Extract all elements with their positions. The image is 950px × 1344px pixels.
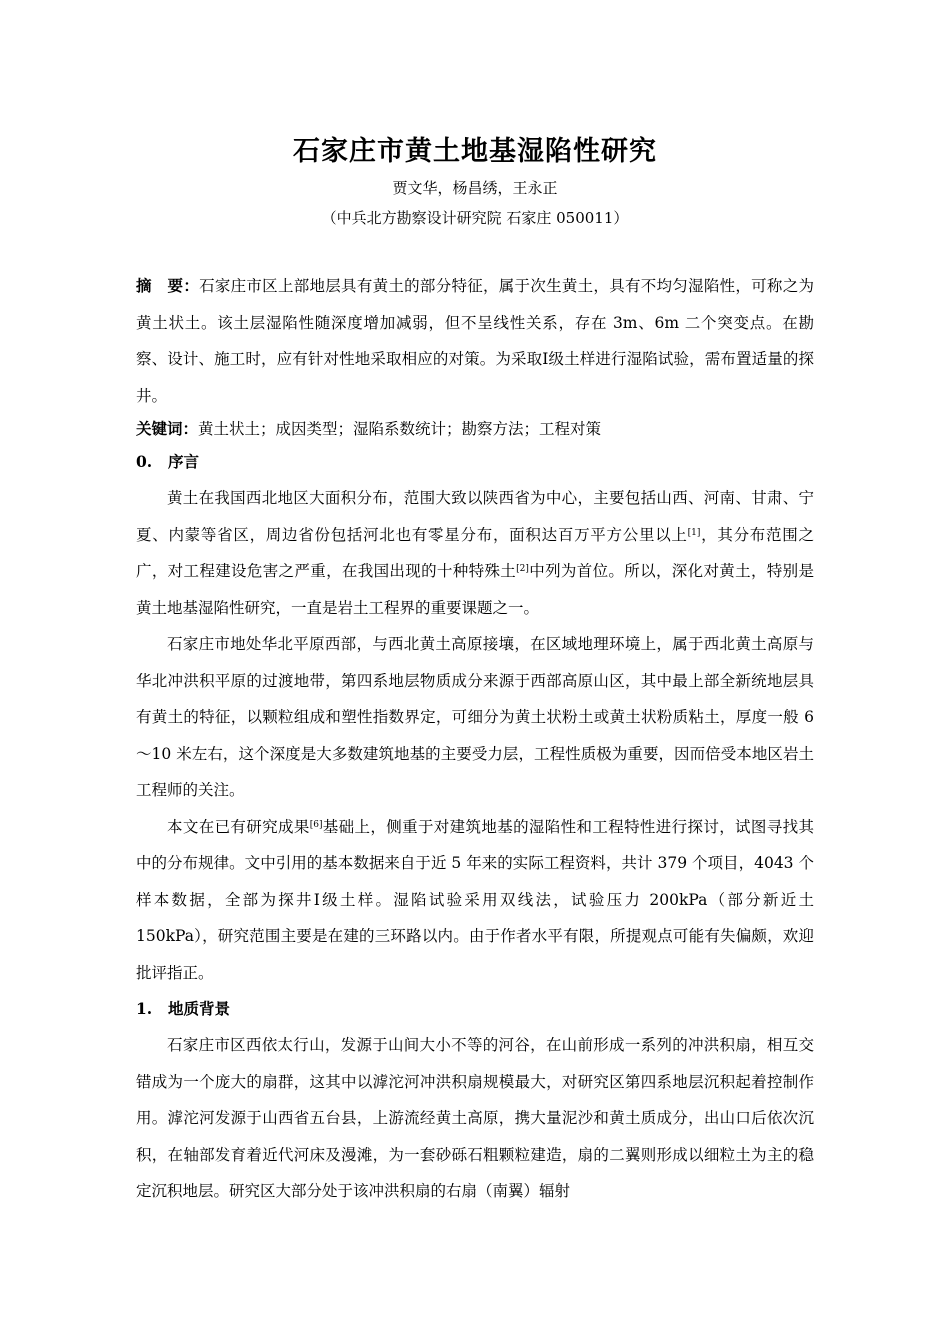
paper-title: 石家庄市黄土地基湿陷性研究 (293, 136, 657, 167)
keywords-label: 关键词： (136, 419, 199, 438)
abstract (136, 268, 814, 414)
intro-paragraph-2: 石家庄市地处华北平原西部，与西北黄土高原接壤，在区域地理环境上，属于西北黄土高原与华北冲洪积平原的过渡地带，第四系地层物质成分来源于西部高原山区，其中最上部全新统地层具有黄土的特征，以颗粒组成和塑性指数界定，可细分为黄土状粉土或黄土状粉质粘土，厚度一般 6～10 米左右，这个深度是大多数建筑地基的主要受力层，工程性质极为重要，因而倍受本地区岩土工程师的关注。 (136, 635, 814, 799)
abstract-text: 石家庄市区上部地层具有黄土的部分特征，属于次生黄土，具有不均匀湿陷性，可称之为黄土状土。该土层湿陷性随深度增加减弱，但不呈线性关系，存在 3m、6m 二个突变点。在勘察、设计、施工时，应有针对性地采取相应的对策。为采取Ⅰ级土样进行湿陷试验，需布置适量的探井。 (136, 277, 814, 405)
section-heading-0 (136, 444, 814, 480)
paragraph-text: ，其分布范围之广，对工程建设危害之严重，在我国出现的十种特殊土 (136, 525, 814, 580)
section-number: 0. (136, 452, 153, 471)
paragraph-text: 基础上，侧重于对建筑地基的湿陷性和工程特性进行探讨，试图寻找其中的分布规律。文中引用的基本数据来自于近 5 年来的实际工程资料，共计 379 个项目，4043 个样本数据，全部为探井Ⅰ级土样。湿陷试验采用双线法，试验压力 200kPa（部分新近土 150kPa），研究范围主要是在建的三环路以内。由于作者水平有限，所提观点可能有失偏颇，欢迎批评指正。 (136, 817, 814, 982)
intro-paragraph-3 (136, 809, 814, 992)
paragraph-text: 本文在已有研究成果 (167, 817, 310, 836)
section-heading-1 (136, 991, 814, 1027)
keywords-text: 黄土状土；成因类型；湿陷系数统计；勘察方法；工程对策 (198, 420, 602, 438)
citation-ref[interactable]: [2] (516, 564, 529, 574)
section-title: 序言 (168, 452, 200, 471)
section-number: 1. (136, 999, 153, 1018)
section-title: 地质背景 (168, 999, 231, 1018)
paragraph-text: 中列为首位。所以，深化对黄土，特别是黄土地基湿陷性研究，一直是岩土工程界的重要课题之一。 (136, 562, 814, 617)
citation-ref[interactable]: [6] (309, 819, 323, 830)
geology-paragraph-1: 石家庄市区西依太行山，发源于山间大小不等的河谷，在山前形成一系列的冲洪积扇，相互交错成为一个庞大的扇群，这其中以滹沱河冲洪积扇规模最大，对研究区第四系地层沉积起着控制作用。滹沱河发源于山西省五台县，上游流经黄土高原，携大量泥沙和黄土质成分，出山口后依次沉积，在轴部发育着近代河床及漫滩，为一套砂砾石粗颗粒建造，扇的二翼则形成以细粒土为主的稳定沉积地层。研究区大部分处于该冲洪积扇的右扇（南翼）辐射 (136, 1036, 814, 1200)
intro-paragraph-1 (136, 480, 814, 626)
citation-ref[interactable]: [1] (687, 527, 701, 538)
abstract-label: 摘 要： (136, 276, 200, 295)
paper-affiliation: （中兵北方勘察设计研究院 石家庄 050011） (321, 209, 629, 227)
keywords (136, 414, 814, 444)
paragraph-text: 黄土在我国西北地区大面积分布，范围大致以陕西省为中心，主要包括山西、河南、甘肃、宁夏、内蒙等省区，周边省份包括河北也有零星分布，面积达百万平方公里以上 (136, 489, 814, 544)
paper-authors: 贾文华，杨昌绣，王永正 (392, 179, 558, 197)
